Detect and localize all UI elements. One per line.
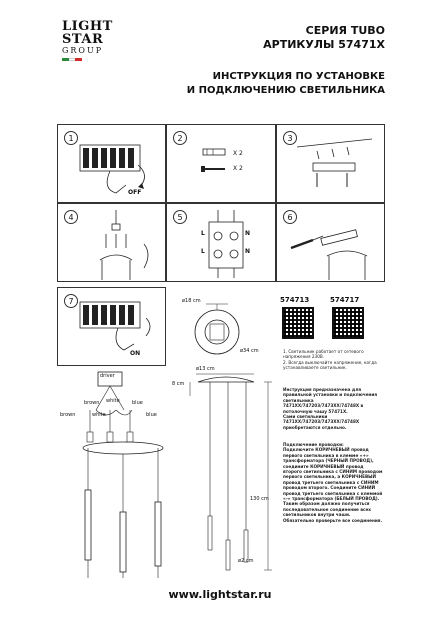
- wire-brown-label-2: brown: [60, 412, 76, 418]
- wire-white-label-2: white: [92, 412, 106, 418]
- step-5-panel: [166, 203, 276, 282]
- connection-body: Подключите КОРИЧНЕВЫЙ провод первого светильника в клемме «+» трансформатора (ЧЕРНЫЙ ПРОВОД), соедините КОРИЧНЕВЫЙ провод второго светильника с СИНИМ проводом первого светильника, а КОРИЧНЕВЫЙ провод третьего светильника с СИНИМ проводом второго. Соедините СИНИЙ провод третьего светильника с клеммой «–» трансформатора (БЕЛЫЙ ПРОВОД). Таким образом должно получиться последовательное соединение всех светильников внутри чаши. Обязательно проверьте все соединения.: [283, 447, 383, 523]
- dim-height: 130 cm: [250, 496, 269, 502]
- notes-block: [283, 349, 383, 371]
- dim-tube-diameter: ø2 cm: [238, 558, 254, 564]
- wire-blue-label-2: blue: [146, 412, 157, 418]
- info-extra: Сами светильники 7471XX/747203/7473XX/74748X приобретаются отдельно.: [283, 414, 360, 430]
- info-text: Инструкция предназначена для правильной установки и подключения светильника 7471XX/747203/7473XX/74748X в потолочную чашу 57471X.: [283, 387, 378, 414]
- note-2: 2. Всегда выключайте напряжение, когда устанавливаете светильник.: [283, 359, 377, 371]
- qr-code-1: [282, 307, 314, 339]
- step-number: 3: [283, 131, 297, 145]
- step-7-panel: [57, 287, 166, 366]
- quantity-anchors: X 2: [233, 150, 243, 157]
- terminal-n-top: N: [245, 230, 251, 237]
- logo-flag: [62, 58, 82, 61]
- step-number: 5: [173, 210, 187, 224]
- logo-line1: LIGHT: [62, 19, 113, 34]
- driver-label: driver: [100, 373, 115, 379]
- quantity-screws: X 2: [233, 165, 243, 172]
- wire-blue-label: blue: [132, 400, 143, 406]
- info-block: [283, 387, 383, 430]
- article-numbers: АРТИКУЛЫ 57471X: [263, 38, 385, 51]
- wire-brown-label: brown: [84, 400, 100, 406]
- fixture-drawing-left: [78, 440, 168, 580]
- fixture-dimension-drawing: [170, 366, 280, 584]
- page-title: [185, 70, 385, 98]
- title-line1: ИНСТРУКЦИЯ ПО УСТАНОВКЕ: [212, 71, 385, 82]
- connection-block: [283, 442, 383, 523]
- article-code-2: 574717: [330, 296, 360, 304]
- terminal-l-top: L: [201, 230, 205, 237]
- step-4-panel: [57, 203, 166, 282]
- dim-side: 8 cm: [172, 381, 185, 387]
- step-number: 4: [64, 210, 78, 224]
- dim-top-diameter: ø18 cm: [182, 298, 201, 304]
- step-number: 2: [173, 131, 187, 145]
- website-link[interactable]: www.lightstar.ru: [168, 588, 272, 601]
- step-6-panel: [276, 203, 385, 282]
- step-number: 6: [283, 210, 297, 224]
- on-label: ON: [130, 350, 141, 357]
- step-3-panel: [276, 124, 385, 203]
- title-line2: И ПОДКЛЮЧЕНИЮ СВЕТИЛЬНИКА: [186, 85, 385, 96]
- series-header: [263, 24, 385, 52]
- note-1: 1. Светильник работает от сетевого напряжения 230В.: [283, 349, 364, 360]
- step-2-panel: [166, 124, 276, 203]
- step-number: 1: [64, 131, 78, 145]
- terminal-l-bottom: L: [201, 248, 205, 255]
- connection-title: Подключение проводки:: [283, 442, 344, 447]
- article-code-1: 574713: [280, 296, 310, 304]
- dim-canopy-diameter: ø34 cm: [240, 348, 259, 354]
- brand-logo: [62, 20, 122, 61]
- canopy-top-view: [180, 296, 270, 366]
- wire-white-label: white: [106, 398, 120, 404]
- terminal-n-bottom: N: [245, 248, 251, 255]
- off-label: OFF: [128, 189, 142, 196]
- series-name: СЕРИЯ TUBO: [305, 24, 385, 37]
- logo-line3: GROUP: [62, 46, 104, 55]
- step-number: 7: [64, 294, 78, 308]
- logo-line2: STAR: [62, 32, 104, 47]
- dim-box-diameter: ø13 cm: [196, 366, 215, 372]
- qr-code-2: [332, 307, 364, 339]
- step-1-panel: [57, 124, 166, 203]
